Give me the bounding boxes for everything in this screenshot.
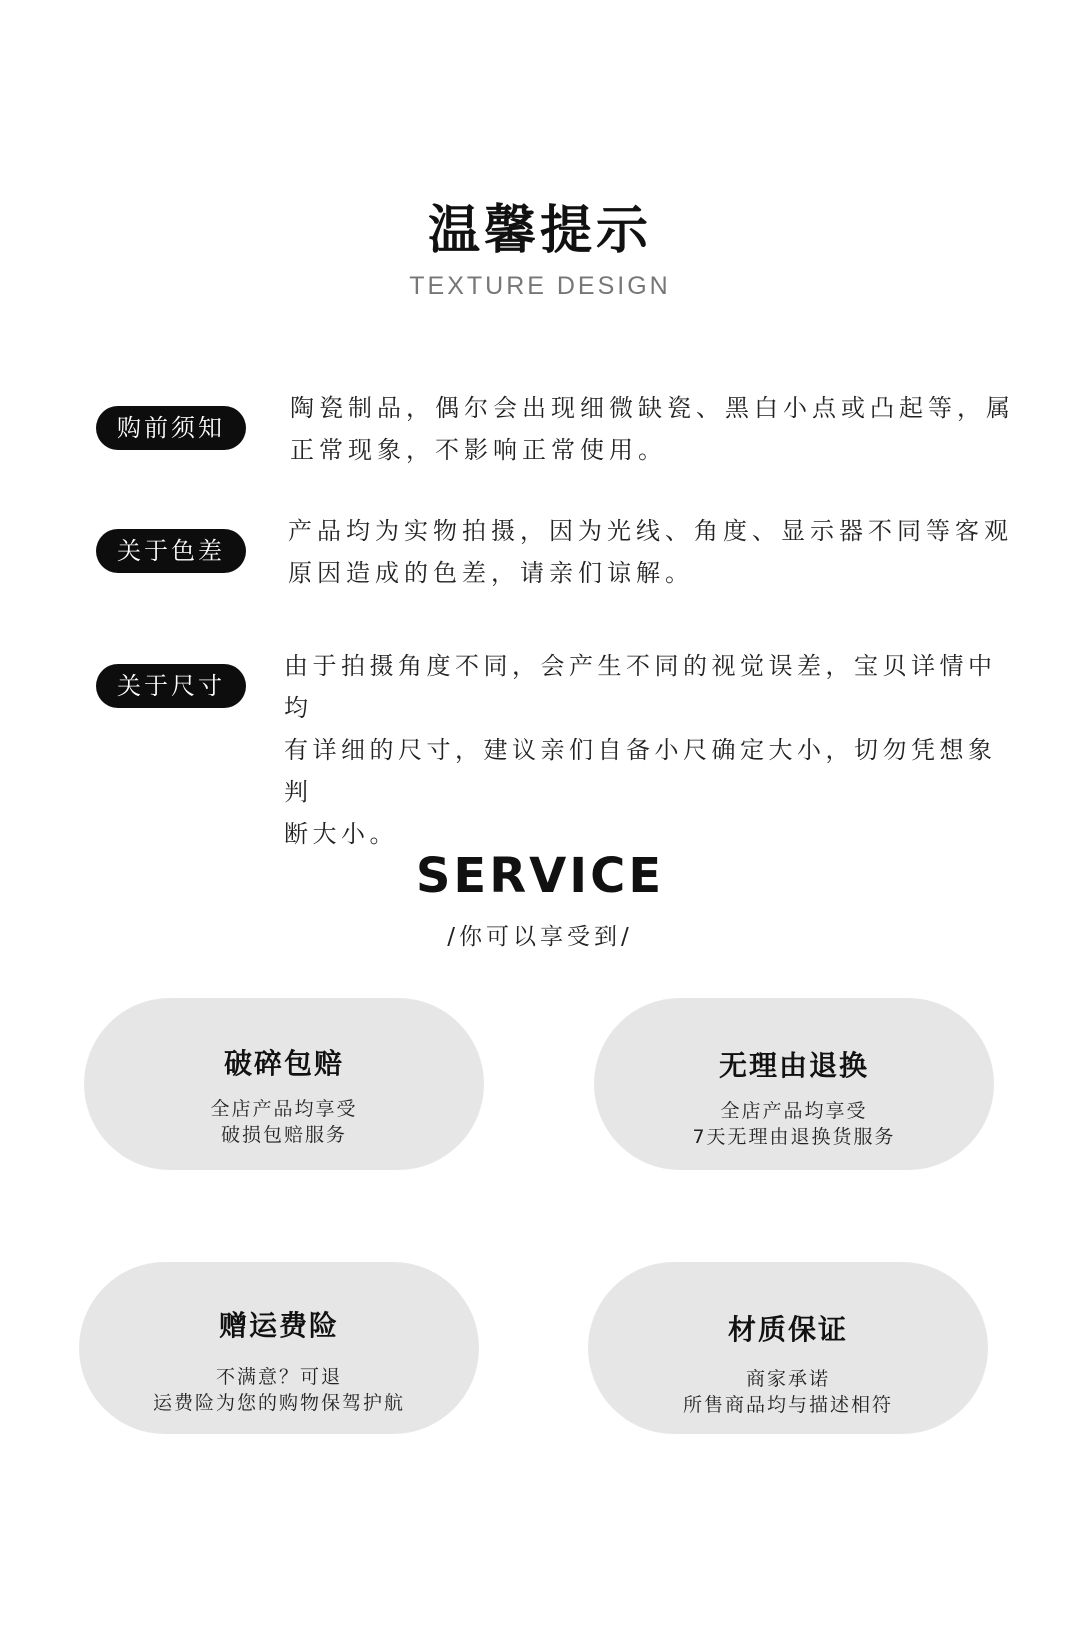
card-line: 全店产品均享受 [720, 1100, 868, 1122]
service-card-breakage [84, 998, 484, 1170]
notice-line: 陶瓷制品，偶尔会出现细微缺瓷、黑白小点或凸起等，属 [290, 394, 1015, 422]
service-title: SERVICE [415, 848, 665, 904]
service-card-shipping-insurance [79, 1262, 479, 1434]
card-title: 赠运费险 [218, 1309, 339, 1342]
card-title: 无理由退换 [718, 1049, 869, 1082]
card-line: 所售商品均与描述相符 [682, 1394, 893, 1416]
notice-text [288, 510, 1013, 594]
card-line: 商家承诺 [745, 1368, 830, 1390]
card-line: 运费险为您的购物保驾护航 [152, 1392, 405, 1414]
notice-label: 关于尺寸 [96, 664, 246, 708]
notice-label: 购前须知 [96, 406, 246, 450]
notice-line: 原因造成的色差，请亲们谅解。 [288, 559, 694, 587]
notice-line: 正常现象，不影响正常使用。 [290, 436, 667, 464]
card-line: 不满意？可退 [215, 1366, 342, 1388]
notice-line: 产品均为实物拍摄，因为光线、角度、显示器不同等客观 [288, 517, 1013, 545]
card-title: 材质保证 [727, 1313, 848, 1346]
notice-line: 有详细的尺寸，建议亲们自备小尺确定大小，切勿凭想象判 [284, 736, 997, 806]
service-card-material [588, 1262, 988, 1434]
card-line: 全店产品均享受 [210, 1098, 358, 1120]
card-title: 破碎包赔 [223, 1047, 344, 1080]
card-line: 7天无理由退换货服务 [692, 1126, 896, 1148]
notice-text [290, 387, 1015, 471]
notice-line: 由于拍摄角度不同，会产生不同的视觉误差，宝贝详情中均 [284, 652, 997, 722]
notice-text [284, 645, 1016, 855]
page-subtitle: TEXTURE DESIGN [409, 272, 671, 300]
page-title: 温馨提示 [427, 201, 652, 261]
notice-label: 关于色差 [96, 529, 246, 573]
card-line: 破损包赔服务 [220, 1124, 347, 1146]
service-card-return [594, 998, 994, 1170]
notice-line: 断大小。 [284, 820, 398, 848]
service-subtitle: /你可以享受到/ [447, 924, 633, 950]
